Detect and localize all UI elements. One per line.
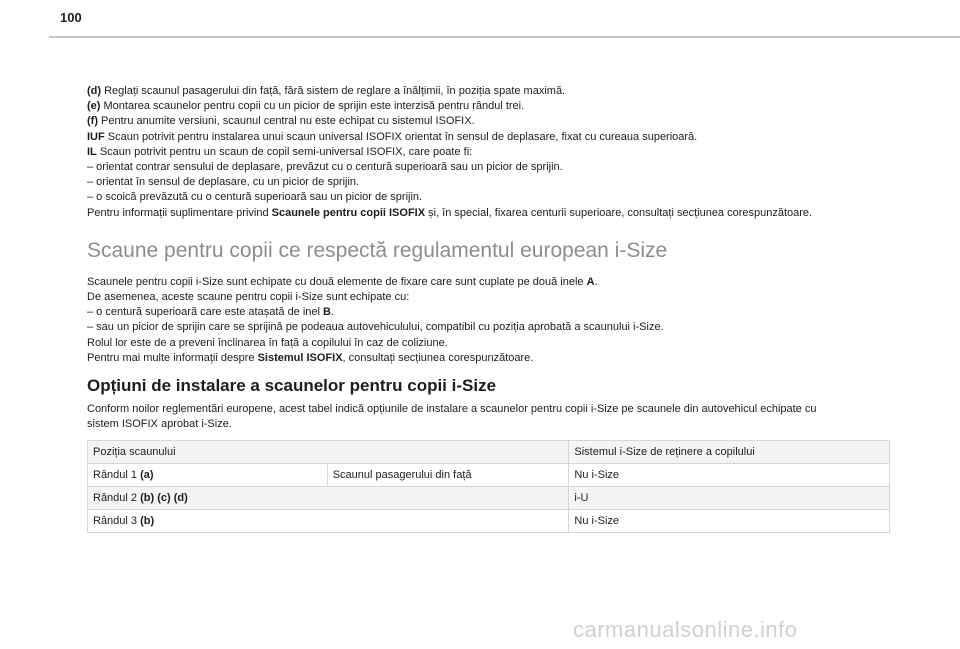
isize-paragraph-3: Rolul lor este de a preveni înclinarea în față a copilului în caz de coliziune. [87,336,448,349]
table-header-cell: Sistemul i-Size de reținere a copilului [569,441,890,464]
table-cell: Nu i-Size [569,464,890,487]
page-content [87,84,907,533]
table-header-row [88,441,890,464]
note-f: (f) Pentru anumite versiuni, scaunul central nu este echipat cu sistemul ISOFIX. [87,115,475,128]
isize-table [87,440,890,533]
table-row [88,510,890,533]
table-row [88,487,890,510]
header-rule [49,36,960,38]
section-heading-install-options: Opțiuni de instalare a scaunelor pentru copii i-Size [87,376,497,396]
table-cell: i-U [569,487,890,510]
watermark: carmanualsonline.info [573,617,798,642]
table-row [88,464,890,487]
note-il: IL Scaun potrivit pentru un scaun de copil semi-universal ISOFIX, care poate fi: [87,145,473,158]
note-il-item-1: – orientat contrar sensului de deplasare, prevăzut cu o centură superioară sau un picior de sprijin. [87,161,563,174]
more-info-isofix: Pentru informații suplimentare privind Scaunele pentru copii ISOFIX și, în special, fixarea centurii superioare, consultați secțiunea corespunzătoare. [87,206,813,219]
note-iuf: IUF Scaun potrivit pentru instalarea unui scaun universal ISOFIX orientat în sensul de deplasare, fixat cu cureaua superioară. [87,130,698,143]
table-cell: Scaunul pasagerului din față [327,464,569,487]
install-intro-line-2: sistem ISOFIX aprobat i-Size. [87,418,232,431]
page-number: 100 [60,10,82,25]
note-il-item-3: – o scoică prevăzută cu o centură superioară sau un picior de sprijin. [87,191,423,204]
isize-paragraph-1: Scaunele pentru copii i-Size sunt echipate cu două elemente de fixare care sunt cuplate pe două inele A. [87,275,598,288]
install-intro-line-1: Conform noilor reglementări europene, acest tabel indică opțiunile de instalare a scaunelor pentru copii i-Size pe scaunele din autovehicul echipate cu [87,403,817,416]
table-cell: Rândul 1 (a) [88,464,328,487]
isize-bullet-1: – o centură superioară care este atașată de inel B. [87,306,335,319]
isize-bullet-2: – sau un picior de sprijin care se sprijină pe podeaua autovehiculului, compatibil cu poziția aprobată a scaunului i-Size. [87,321,664,334]
isize-paragraph-2: De asemenea, aceste scaune pentru copii i-Size sunt echipate cu: [87,291,410,304]
table-cell: Rândul 3 (b) [88,510,569,533]
table-cell: Rândul 2 (b) (c) (d) [88,487,569,510]
isize-paragraph-4: Pentru mai multe informații despre Sistemul ISOFIX, consultați secțiunea corespunzătoare. [87,351,534,364]
section-heading-isize: Scaune pentru copii ce respectă regulamentul european i-Size [87,238,668,262]
note-il-item-2: – orientat în sensul de deplasare, cu un picior de sprijin. [87,176,360,189]
table-cell: Nu i-Size [569,510,890,533]
note-d: (d) Reglați scaunul pasagerului din față, fără sistem de reglare a înălțimii, în poziția spate maximă. [87,85,566,97]
table-header-cell: Poziția scaunului [88,441,569,464]
note-e: (e) Montarea scaunelor pentru copii cu un picior de sprijin este interzisă pentru rândul trei. [87,100,525,113]
